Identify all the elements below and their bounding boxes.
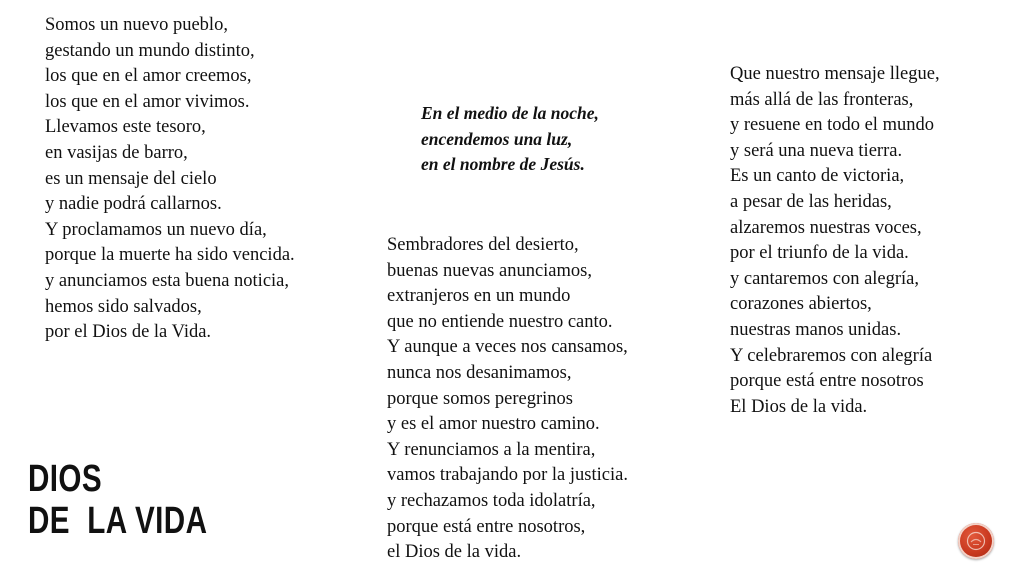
chorus-line: En el medio de la noche, [421,103,599,123]
stanza-line: los que en el amor creemos, [45,66,252,87]
stanza-line: en vasijas de barro, [45,142,188,163]
stanza-middle [387,233,628,566]
stanza-line: porque está entre nosotros, [387,516,586,537]
slide-title-line-2: DE LA VIDA [28,500,208,542]
stanza-line: nunca nos desanimamos, [387,362,572,383]
stanza-line: Y renunciamos a la mentira, [387,439,596,460]
stanza-line: por el triunfo de la vida. [730,243,909,264]
stanza-line: extranjeros en un mundo [387,286,571,307]
stanza-line: Sembradores del desierto, [387,235,579,255]
stanza-line: y es el amor nuestro camino. [387,414,600,435]
stanza-line: que no entiende nuestro canto. [387,311,613,332]
stanza-line: Es un canto de victoria, [730,166,905,187]
stanza-line: corazones abiertos, [730,294,872,315]
stanza-line: porque somos peregrinos [387,388,573,409]
stanza-line: los que en el amor vivimos. [45,91,250,112]
stanza-line: a pesar de las heridas, [730,191,892,212]
stanza-line: y rechazamos toda idolatría, [387,490,596,511]
chorus-line: encendemos una luz, [421,128,573,149]
stanza-line: Y proclamamos un nuevo día, [45,219,267,240]
stanza-line: y será una nueva tierra. [730,140,903,161]
stanza-line: Somos un nuevo pueblo, [45,15,228,35]
stanza-line: Que nuestro mensaje llegue, [730,64,940,84]
stanza-line: porque la muerte ha sido vencida. [45,245,295,266]
slide-title-line-1: DIOS [28,458,103,500]
stanza-line: El Dios de la vida. [730,396,868,417]
stanza-line: Llevamos este tesoro, [45,117,206,138]
stanza-line: Y aunque a veces nos cansamos, [387,337,628,358]
stanza-line: porque está entre nosotros [730,371,924,392]
stanza-line: hemos sido salvados, [45,296,202,317]
stanza-line: es un mensaje del cielo [45,168,217,189]
stanza-right [730,62,940,420]
stanza-line: Y celebraremos con alegría [730,345,933,366]
slide-nav-icon [966,531,986,551]
stanza-line: y cantaremos con alegría, [730,268,920,289]
stanza-line: y resuene en todo el mundo [730,115,934,136]
stanza-line: por el Dios de la Vida. [45,322,212,343]
stanza-line: nuestras manos unidas. [730,319,902,340]
stanza-line: y nadie podrá callarnos. [45,194,222,215]
stanza-line: buenas nuevas anunciamos, [387,260,592,281]
stanza-line: el Dios de la vida. [387,542,522,563]
chorus-line: en el nombre de Jesús. [421,154,585,175]
stanza-line: alzaremos nuestras voces, [730,217,922,238]
stanza-line: más allá de las fronteras, [730,89,914,110]
slide-title [28,458,207,542]
chorus [421,101,599,178]
stanza-left [45,13,295,346]
stanza-line: gestando un mundo distinto, [45,40,255,61]
stanza-line: y anunciamos esta buena noticia, [45,270,290,291]
slide-nav-button[interactable] [958,523,994,559]
stanza-line: vamos trabajando por la justicia. [387,465,628,486]
